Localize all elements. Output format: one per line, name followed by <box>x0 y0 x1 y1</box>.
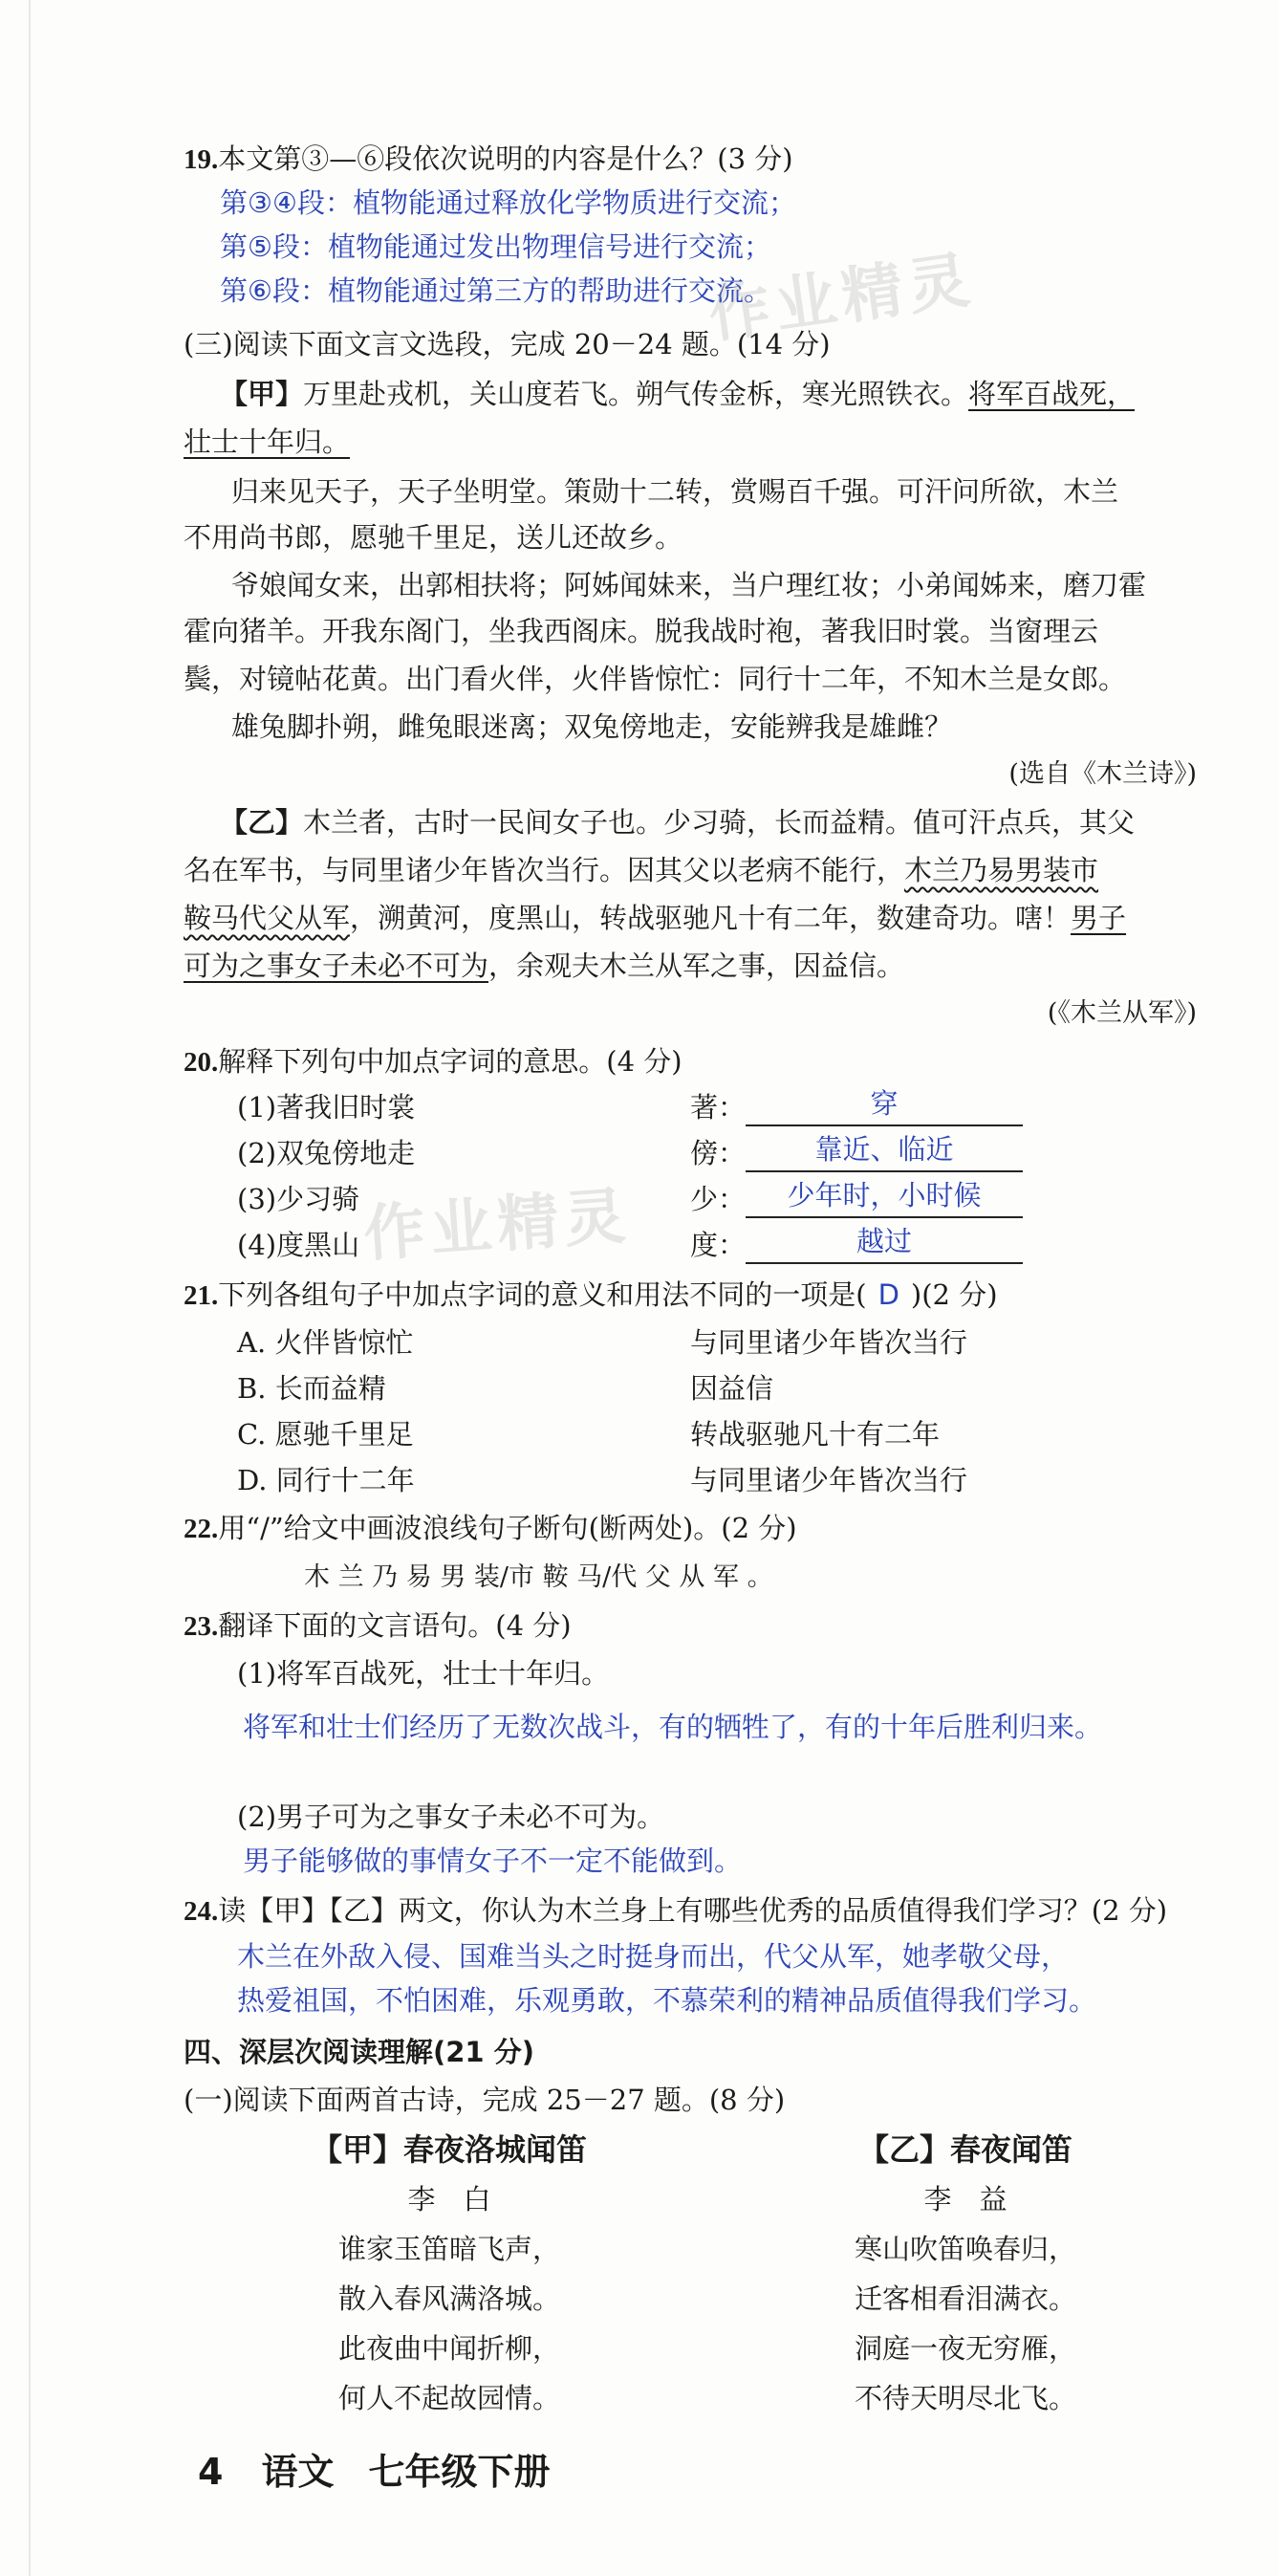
poem-jia-line-2: 散入春风满洛城。 <box>337 2282 560 2315</box>
jia-tag: 【甲】 <box>220 378 304 410</box>
q19-answer-3: 第⑥段：植物能通过第三方的帮助进行交流。 <box>220 274 771 307</box>
q24-number: 24. <box>184 1896 219 1927</box>
q20-item-3-key: 少： <box>690 1183 747 1215</box>
yi-line4 <box>184 947 904 985</box>
poem-jia-line-3: 此夜曲中闻折柳， <box>337 2332 560 2365</box>
poem-jia <box>229 2125 669 2423</box>
jia-p3-line2: 霍向猪羊。开我东阁门，坐我西阁床。脱我战时袍，著我旧时裳。当窗理云 <box>184 615 1099 647</box>
q20-item-4-key: 度： <box>690 1229 747 1261</box>
q19-number: 19. <box>184 144 219 175</box>
yi-source: (《木兰从军》) <box>1047 998 1197 1028</box>
q20-item-3-blank <box>690 1180 1023 1218</box>
q20-answer-line-1 <box>746 1087 1023 1126</box>
q23-answer-1: 将军和壮士们经历了无数次战斗，有的牺牲了，有的十年后胜利归来。 <box>243 1711 1103 1743</box>
part4-subheading: (一)阅读下面两首古诗，完成 25－27 题。(8 分) <box>184 2084 786 2116</box>
q19-stem <box>184 140 793 179</box>
jia-p4: 雄兔脚扑朔，雌兔眼迷离；双兔傍地走，安能辨我是雄雌？ <box>231 710 953 743</box>
poem-jia-line-1: 谁家玉笛暗飞声， <box>337 2233 560 2265</box>
q21-option-a-left: A. 火伴皆惊忙 <box>237 1326 414 1359</box>
q24-answer-2: 热爱祖国，不怕困难，乐观勇敢，不慕荣利的精神品质值得我们学习。 <box>237 1984 1097 2017</box>
q21-option-b-right: 因益信 <box>690 1372 774 1405</box>
yi-line3-text: ，溯黄河，度黑山，转战驱驰凡十有二年，数建奇功。嗐！ <box>350 902 1072 934</box>
q21-option-d-right: 与同里诸少年皆次当行 <box>690 1464 968 1496</box>
yi-line3-wavy: 鞍马代父从军 <box>184 902 351 934</box>
q23-sentence-1: (1)将军百战死，壮士十年归。 <box>237 1657 610 1690</box>
q22-answer: 木 兰 乃 易 男 装/市 鞍 马/代 父 从 军 。 <box>304 1562 773 1592</box>
q21-text-b: )(2 分) <box>910 1278 998 1311</box>
q20-stem <box>184 1042 682 1081</box>
q19-answer-2: 第⑤段：植物能通过发出物理信号进行交流； <box>220 230 771 263</box>
q20-item-2-blank <box>690 1134 1023 1172</box>
q20-item-3: (3)少习骑 <box>237 1183 360 1215</box>
q20-text: 解释下列句中加点字词的意思。(4 分) <box>218 1045 682 1078</box>
jia-p3-line3: 鬓，对镜帖花黄。出门看火伴，火伴皆惊忙：同行十二年，不知木兰是女郎。 <box>184 663 1127 695</box>
q21-text-a: 下列各组句子中加点字词的意义和用法不同的一项是( <box>218 1278 867 1311</box>
poem-yi-title: 【乙】春夜闻笛 <box>857 2131 1072 2168</box>
poem-jia-author: 李 白 <box>407 2183 491 2216</box>
q20-item-1-blank <box>690 1088 1023 1126</box>
q24-text: 读【甲】【乙】两文，你认为木兰身上有哪些优秀的品质值得我们学习？(2 分) <box>218 1894 1168 1927</box>
q19-text: 本文第③—⑥段依次说明的内容是什么？(3 分) <box>218 142 793 175</box>
poem-yi-author: 李 益 <box>923 2183 1007 2216</box>
jia-p3-line1: 爷娘闻女来，出郭相扶将；阿姊闻妹来，当户理红妆；小弟闻姊来，磨刀霍 <box>231 569 1147 601</box>
poem-yi-line-4: 不待天明尽北飞。 <box>854 2382 1076 2414</box>
q20-answer-line-4 <box>746 1225 1023 1264</box>
poem-yi-line-2: 迁客相看泪满衣。 <box>854 2282 1076 2315</box>
q20-answer-line-2 <box>746 1133 1023 1172</box>
jia-source: (选自《木兰诗》) <box>1008 759 1197 789</box>
poem-yi-line-1: 寒山吹笛唤春归， <box>854 2233 1076 2265</box>
q20-answer-4: 越过 <box>856 1225 913 1257</box>
yi-line3 <box>184 899 1126 937</box>
yi-line2 <box>184 851 1098 889</box>
q20-answer-line-3 <box>746 1179 1023 1218</box>
part4-heading: 四、深层次阅读理解(21 分) <box>184 2036 534 2068</box>
footer-subject: 语文 <box>261 2451 335 2493</box>
q23-stem <box>184 1606 572 1646</box>
q20-number: 20. <box>184 1047 219 1078</box>
poem-jia-line-4: 何人不起故园情。 <box>337 2382 560 2414</box>
q19-answer-1: 第③④段：植物能通过释放化学物质进行交流； <box>220 186 796 219</box>
q20-item-1-key: 著： <box>690 1091 747 1124</box>
q20-item-1: (1)著我旧时裳 <box>237 1091 416 1124</box>
q20-item-4-blank <box>690 1226 1023 1264</box>
section3-heading: (三)阅读下面文言文选段，完成 20－24 题。(14 分) <box>184 328 831 360</box>
yi-line4-text: ，余观夫木兰从军之事，因益信。 <box>488 950 905 982</box>
q24-stem <box>184 1891 1167 1931</box>
poem-yi-line-3: 洞庭一夜无穷雁， <box>854 2332 1076 2365</box>
yi-line3-underlined: 男子 <box>1071 902 1127 934</box>
yi-line1 <box>220 803 1135 841</box>
q21-option-b-left: B. 长而益精 <box>237 1372 386 1405</box>
poem-yi <box>746 2125 1185 2423</box>
q23-answer-2: 男子能够做的事情女子不一定不能做到。 <box>243 1845 743 1877</box>
q20-answer-3: 少年时，小时候 <box>787 1179 982 1212</box>
watermark-2: 作业精灵 <box>361 1181 634 1271</box>
page-edge <box>29 0 31 2576</box>
q22-text: 用“/”给文中画波浪线句子断句(断两处)。(2 分) <box>218 1512 797 1544</box>
jia-p1-underlined-2: 壮士十年归。 <box>184 426 351 458</box>
q21-answer: D <box>877 1278 899 1311</box>
q20-answer-1: 穿 <box>870 1087 899 1120</box>
q21-option-d-left: D. 同行十二年 <box>237 1464 415 1496</box>
page-footer <box>198 2442 550 2495</box>
page-number: 4 <box>198 2451 224 2493</box>
q20-item-2-key: 傍： <box>690 1137 747 1169</box>
jia-p1-underlined-1: 将军百战死， <box>968 378 1136 410</box>
yi-line2-text: 名在军书，与同里诸少年皆次当行。因其父以老病不能行， <box>184 854 905 886</box>
watermark-1: 作业精灵 <box>704 244 980 353</box>
q23-number: 23. <box>184 1611 219 1642</box>
yi-line2-wavy: 木兰乃易男装市 <box>904 854 1099 886</box>
q22-stem <box>184 1509 797 1548</box>
yi-line1-text: 木兰者，古时一民间女子也。少习骑，长而益精。值可汗点兵，其父 <box>303 806 1136 839</box>
poem-jia-title: 【甲】春夜洛城闻笛 <box>311 2131 587 2168</box>
jia-p1-text: 万里赴戎机，关山度若飞。朔气传金柝，寒光照铁衣。 <box>303 378 969 410</box>
q23-text: 翻译下面的文言语句。(4 分) <box>218 1609 572 1642</box>
jia-p1-line2 <box>184 423 350 461</box>
footer-grade: 七年级下册 <box>368 2451 551 2493</box>
q24-answer-1: 木兰在外敌入侵、国难当头之时挺身而出，代父从军，她孝敬父母， <box>237 1940 1070 1973</box>
jia-p2-line1: 归来见天子，天子坐明堂。策勋十二转，赏赐百千强。可汗问所欲，木兰 <box>231 475 1119 508</box>
jia-p2-line2: 不用尚书郎，愿驰千里足，送儿还故乡。 <box>184 521 683 554</box>
q21-stem <box>184 1276 998 1315</box>
q21-option-c-left: C. 愿驰千里足 <box>237 1418 414 1451</box>
q20-answer-2: 靠近、临近 <box>814 1133 954 1166</box>
q20-item-4: (4)度黑山 <box>237 1229 360 1261</box>
q20-item-2: (2)双兔傍地走 <box>237 1137 416 1169</box>
q23-sentence-2: (2)男子可为之事女子未必不可为。 <box>237 1801 665 1833</box>
yi-tag: 【乙】 <box>220 806 304 839</box>
q21-option-a-right: 与同里诸少年皆次当行 <box>690 1326 968 1359</box>
q21-option-c-right: 转战驱驰凡十有二年 <box>690 1418 941 1451</box>
q21-number: 21. <box>184 1280 219 1311</box>
jia-p1-line1 <box>220 375 1135 413</box>
q22-number: 22. <box>184 1514 219 1544</box>
yi-line4-underlined: 可为之事女子未必不可为 <box>184 950 489 982</box>
